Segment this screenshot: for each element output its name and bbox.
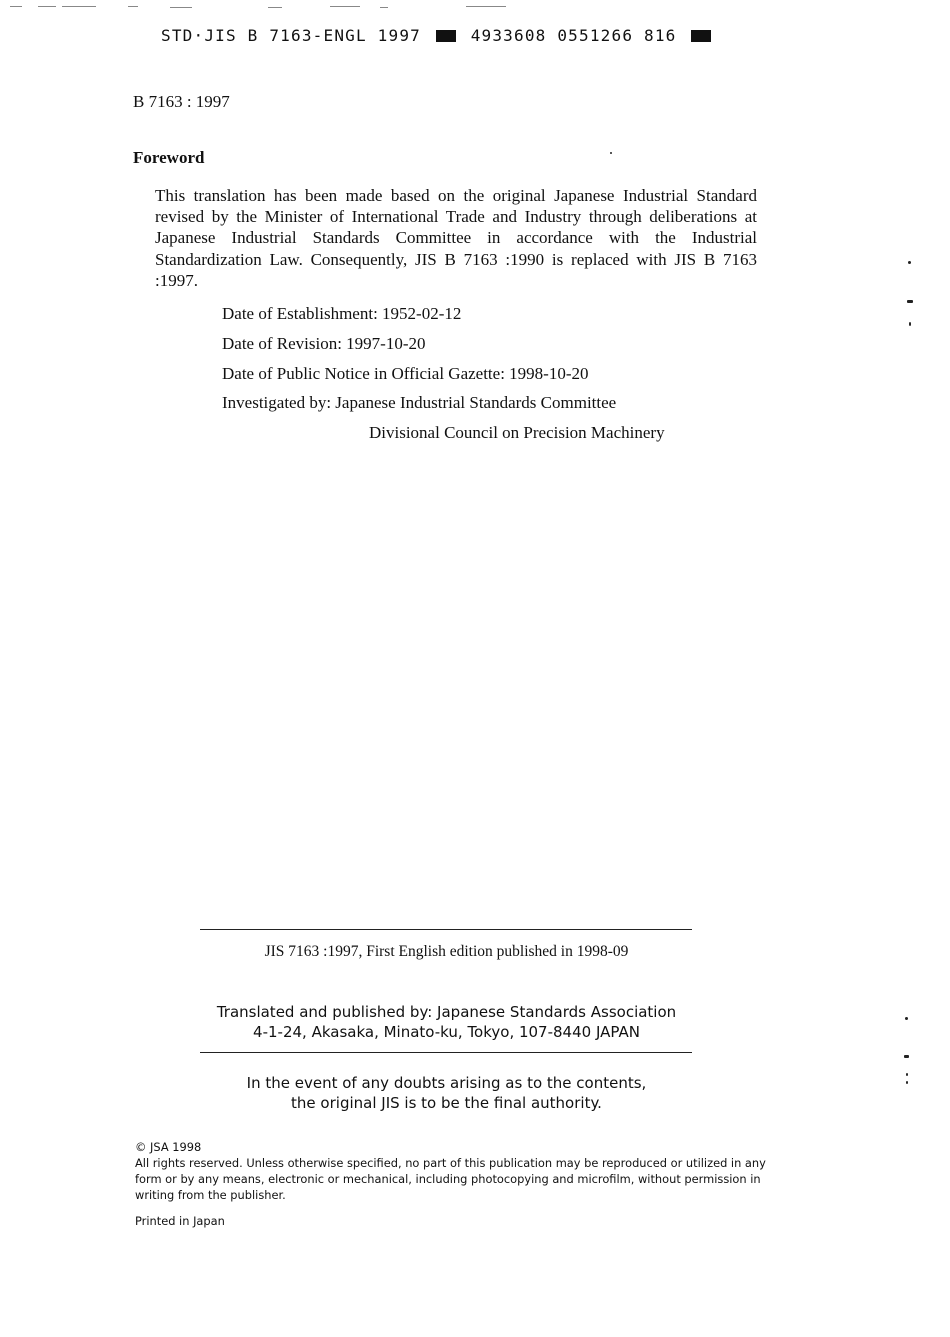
date-of-public-notice: Date of Public Notice in Official Gazette: 1998-10-20 bbox=[222, 363, 589, 383]
publisher-block bbox=[190, 1002, 703, 1042]
header-stamp bbox=[161, 26, 715, 45]
edition-note: JIS 7163 :1997, First English edition published in 1998-09 bbox=[264, 943, 629, 960]
bottom-divider bbox=[200, 1052, 692, 1053]
rights-reserved-text: All rights reserved. Unless otherwise specified, no part of this publication may be reproduced or utilized in any form or by any means, electronic or mechanical, including photocopying and microfilm, without permission in writing from the publisher. bbox=[135, 1156, 766, 1202]
date-of-establishment: Date of Establishment: 1952-02-12 bbox=[222, 304, 462, 323]
stamp-number: 4933608 0551266 816 bbox=[470, 26, 677, 45]
document-number: B 7163 : 1997 bbox=[133, 92, 230, 111]
authority-line-1: In the event of any doubts arising as to the contents, bbox=[246, 1074, 647, 1092]
authority-line-2: the original JIS is to be the final authority. bbox=[291, 1094, 602, 1112]
printed-in: Printed in Japan bbox=[135, 1214, 225, 1228]
stamp-block-mark bbox=[436, 30, 456, 42]
foreword-heading: Foreword bbox=[133, 148, 205, 167]
copyright-symbol-line: © JSA 1998 bbox=[135, 1140, 202, 1154]
copyright-block bbox=[135, 1139, 775, 1203]
publisher-line: Translated and published by: Japanese Standards Association bbox=[216, 1003, 677, 1021]
foreword-dates bbox=[222, 299, 665, 448]
foreword-paragraph: This translation has been made based on the original Japanese Industrial Standard revised by the Minister of International Trade and Industry through deliberations at Japanese Industrial Standards Committee in accordance with the Industrial Standardization Law. Consequently, JIS B 7163 :1990 is replaced with JIS B 7163 :1997. bbox=[155, 186, 757, 290]
date-of-revision: Date of Revision: 1997-10-20 bbox=[222, 333, 426, 353]
authority-note bbox=[190, 1073, 703, 1113]
stamp-code: STD·JIS B 7163-ENGL 1997 bbox=[161, 26, 421, 45]
publisher-address: 4-1-24, Akasaka, Minato-ku, Tokyo, 107-8440 JAPAN bbox=[253, 1023, 640, 1041]
stamp-block-mark bbox=[691, 30, 711, 42]
divisional-council: Divisional Council on Precision Machinery bbox=[369, 423, 665, 443]
top-divider bbox=[200, 929, 692, 930]
investigated-by: Investigated by: Japanese Industrial Standards Committee bbox=[222, 393, 617, 413]
